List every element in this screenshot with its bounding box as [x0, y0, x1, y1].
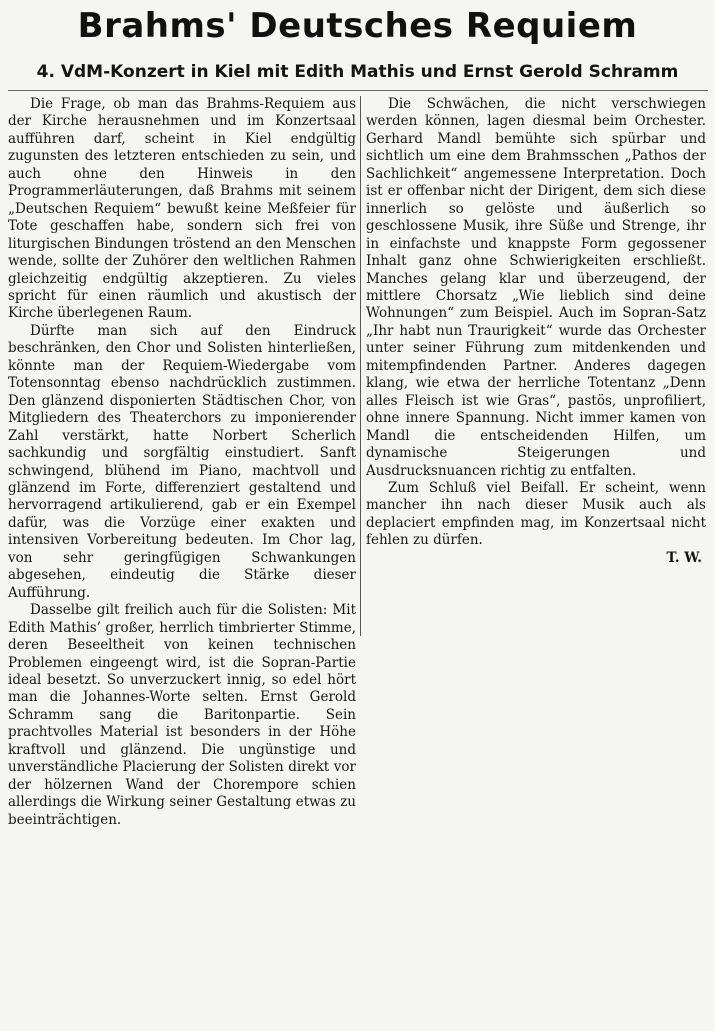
author-signature: T. W.	[666, 549, 702, 566]
paragraph: Dasselbe gilt freilich auch für die Solisten: Mit Edith Mathis’ großer, herrlich timbrierter Stimme, deren Beseeltheit von keinen technischen Problemen eingeengt wird, ist die Sopran-Partie ideal besetzt. So unverzuckert innig, so edel hört man die Johannes-Worte selten. Ernst Gerold Schramm sang die Baritonpartie. Sein prachtvolles Material ist besonders in der Höhe kraftvoll und glänzend. Die ungünstige und unverständliche Placierung der Solisten direkt vor der hölzernen Wand der Chorempore schien allerdings die Wirkung seiner Gestaltung etwas zu beeinträchtigen.	[8, 602, 356, 828]
paragraph: Dürfte man sich auf den Eindruck beschränken, den Chor und Solisten hinterließen, könnte man der Requiem-Wiedergabe vom Totensonntag ebenso nachdrücklich zustimmen. Den glänzend disponierten Städtischen Chor, von Mitgliedern des Theaterchors zu imponierender Zahl verstärkt, hatte Norbert Scherlich sachkundig und sorgfältig einstudiert. Sanft schwingend, blühend im Piano, machtvoll und glänzend im Forte, differenziert gestaltend und hervorragend artikulierend, gab er ein Exempel dafür, was die Vorzüge einer exakten und intensiven Vorbereitung bedeuten. Im Chor lag, von sehr geringfügigen Schwankungen abgesehen, eindeutig die Stärke dieser Aufführung.	[8, 322, 356, 601]
paragraph: Zum Schluß viel Beifall. Er scheint, wenn mancher ihn nach dieser Musik auch als deplaciert empfinden mag, im Konzertsaal nicht fehlen zu dürfen.	[366, 479, 706, 549]
article-column-right	[366, 96, 706, 567]
article-column-left	[8, 96, 356, 829]
subheadline: 4. VdM-Konzert in Kiel mit Edith Mathis und Ernst Gerold Schramm	[36, 62, 679, 82]
paragraph: Die Schwächen, die nicht verschwiegen werden können, lagen diesmal beim Orchester. Gerhard Mandl bemühte sich spürbar und sichtlich um eine dem Brahmsschen „Pathos der Sachlichkeit“ angemessene Interpretation. Doch ist er offenbar nicht der Dirigent, dem sich diese innerlich so gelöste und äußerlich so geschlossene Musik, ihre Süße und Strenge, ihr in einfachste und knappste Form gegossener Inhalt ganz ohne Schwierigkeiten erschließt. Manches gelang klar und überzeugend, der mittlere Chorsatz „Wie lieblich sind deine Wohnungen“ zum Beispiel. Auch im Sopran-Satz „Ihr habt nun Traurigkeit“ wurde das Orchester unter seiner Führung zum mitdenkenden und mitempfindenden Partner. Anderes dagegen klang, wie etwa der herrliche Totentanz „Denn alles Fleisch ist wie Gras“, pastös, unprofiliert, ohne innere Spannung. Nicht immer kamen von Mandl die entscheidenden Hilfen, um dynamische Steigerungen und Ausdrucksnuancen richtig zu entfalten.	[366, 96, 706, 479]
top-divider	[8, 90, 708, 91]
column-divider	[360, 96, 361, 636]
headline: Brahms' Deutsches Requiem	[77, 6, 638, 46]
paragraph: Die Frage, ob man das Brahms-Requiem aus der Kirche herausnehmen und im Konzertsaal aufführen darf, scheint in Kiel endgültig zugunsten des letzteren entschieden zu sein, und auch ohne den Hinweis in den Programmerläuterungen, daß Brahms mit seinem „Deutschen Requiem“ bewußt keine Meßfeier für Tote geschaffen habe, sondern sich frei von liturgischen Bindungen tröstend an den Menschen wende, sollte der Zuhörer den weltlichen Rahmen gleichzeitig endgültig akzeptieren. Zu vieles spricht für einen räumlich und akustisch der Kirche überlegenen Raum.	[8, 96, 356, 322]
